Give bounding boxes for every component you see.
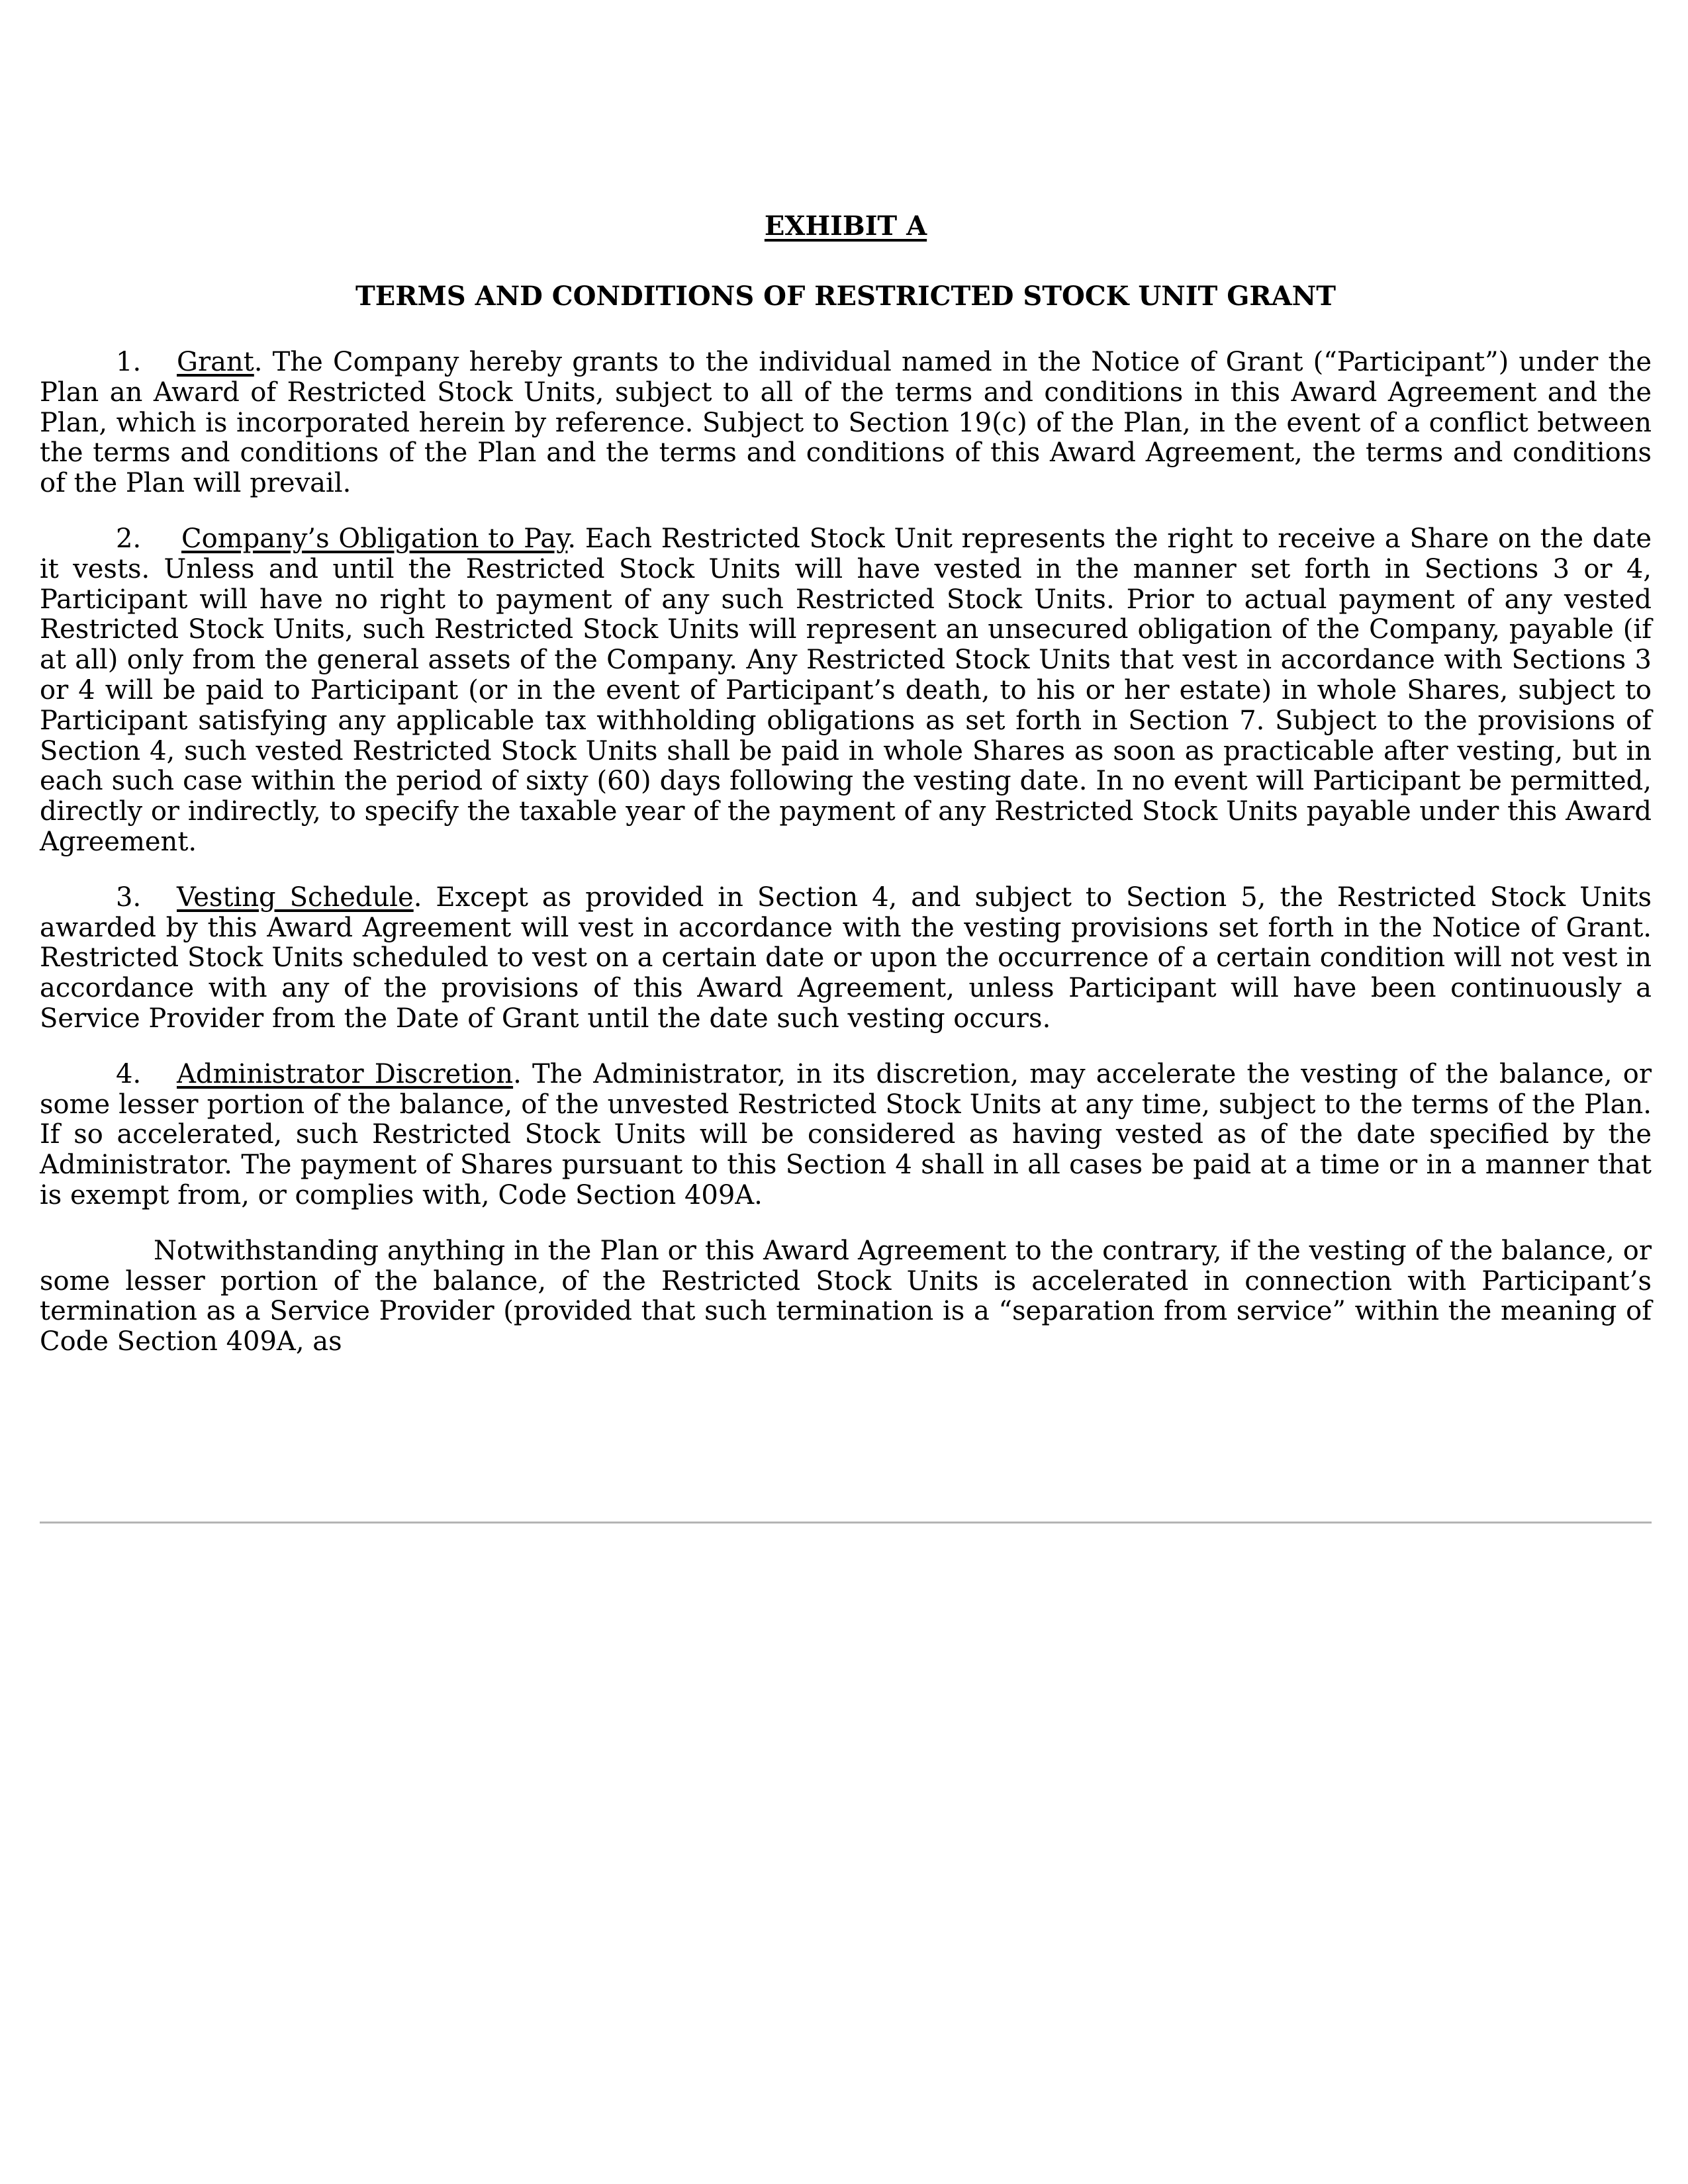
section-heading: Company’s Obligation to Pay [181, 523, 568, 554]
section-number: 1. [116, 347, 142, 377]
section-number: 2. [116, 523, 142, 554]
section-heading: Grant [177, 347, 254, 377]
section-text: . Except as provided in Section 4, and subject to Section 5, the Restricted Stock Units awarded by this Award Agreement will vest in accordance with the vesting provisions set forth in the Notice of Grant. Restricted Stock Units scheduled to vest on a certain date or upon the occurrence of a certain condition will not vest in accordance with any of the provisions of this Award Agreement, unless Participant will have been continuously a Service Provider from the Date of Grant until the date such vesting occurs. [40, 882, 1652, 1034]
document-title: TERMS AND CONDITIONS OF RESTRICTED STOCK UNIT GRANT [355, 281, 1336, 312]
section-number: 4. [116, 1058, 142, 1089]
section-text: . Each Restricted Stock Unit represents the right to receive a Share on the date it vests. Unless and until the Restricted Stock Units will have vested in the manner set forth in Sections 3 or 4, Participant will have no right to payment of any such Restricted Stock Units. Prior to actual payment of any vested Restricted Stock Units, such Restricted Stock Units will represent an unsecured obligation of the Company, payable (if at all) only from the general assets of the Company. Any Restricted Stock Units that vest in accordance with Sections 3 or 4 will be paid to Participant (or in the event of Participant’s death, to his or her estate) in whole Shares, subject to Participant satisfying any applicable tax withholding obligations as set forth in Section 7. Subject to the provisions of Section 4, such vested Restricted Stock Units shall be paid in whole Shares as soon as practicable after vesting, but in each such case within the period of sixty (60) days following the vesting date. In no event will Participant be permitted, directly or indirectly, to specify the taxable year of the payment of any Restricted Stock Units payable under this Award Agreement. [40, 523, 1652, 857]
section-text: . The Administrator, in its discretion, may accelerate the vesting of the balance, or some lesser portion of the balance, of the unvested Restricted Stock Units at any time, subject to the terms of the Plan. If so accelerated, such Restricted Stock Units will be considered as having vested as of the date specified by the Administrator. The payment of Shares pursuant to this Section 4 shall in all cases be paid at a time or in a manner that is exempt from, or complies with, Code Section 409A. [40, 1058, 1652, 1210]
section-4 [40, 1060, 1652, 1211]
exhibit-heading: EXHIBIT A [764, 210, 927, 242]
section-2 [40, 524, 1652, 858]
section-3 [40, 883, 1652, 1034]
section-1 [40, 347, 1652, 499]
document-body [40, 347, 1652, 1383]
section-heading: Administrator Discretion [177, 1058, 514, 1089]
section-text: . The Company hereby grants to the individual named in the Notice of Grant (“Participant”) under the Plan an Award of Restricted Stock Units, subject to all of the terms and conditions in this Award Agreement and the Plan, which is incorporated herein by reference. Subject to Section 19(c) of the Plan, in the event of a conflict between the terms and conditions of the Plan and the terms and conditions of this Award Agreement, the terms and conditions of the Plan will prevail. [40, 347, 1652, 499]
page-divider [40, 1522, 1652, 1524]
section-number: 3. [116, 882, 142, 913]
section-heading: Vesting Schedule [177, 882, 414, 913]
section-4-continuation: Notwithstanding anything in the Plan or this Award Agreement to the contrary, if the vesting of the balance, or some lesser portion of the balance, of the Restricted Stock Units is accelerated in connection with Participant’s termination as a Service Provider (provided that such termination is a “separation from service” within the meaning of Code Section 409A, as [40, 1235, 1652, 1357]
